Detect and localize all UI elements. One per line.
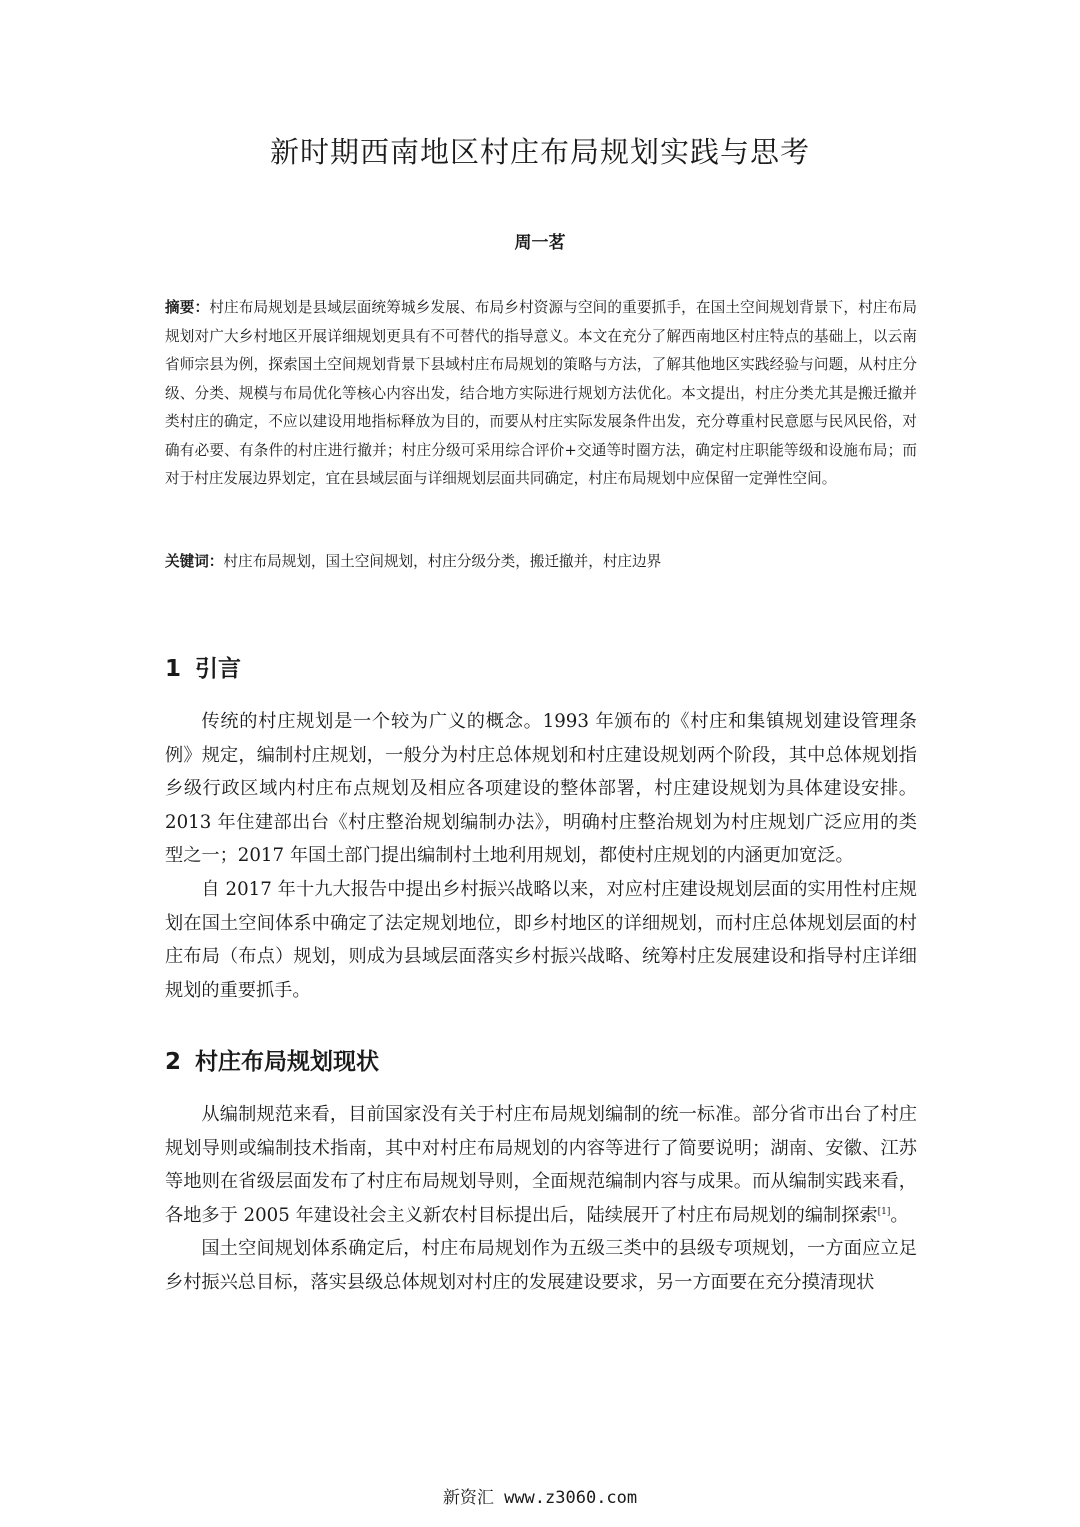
watermark-footer: 新资汇 www.z3060.com bbox=[442, 1488, 638, 1508]
section-title: 村庄布局规划现状 bbox=[195, 1049, 380, 1075]
abstract bbox=[165, 294, 917, 494]
abstract-text: 村庄布局规划是县域层面统筹城乡发展、布局乡村资源与空间的重要抓手，在国土空间规划背景下，村庄布局规划对广大乡村地区开展详细规划更具有不可替代的指导意义。本文在充分了解西南地区村庄特点的基础上，以云南省师宗县为例，探索国土空间规划背景下县域村庄布局规划的策略与方法，了解其他地区实践经验与问题，从村庄分级、分类、规模与布局优化等核心内容出发，结合地方实际进行规划方法优化。本文提出，村庄分类尤其是搬迁撤并类村庄的确定，不应以建设用地指标释放为目的，而要从村庄实际发展条件出发，充分尊重村民意愿与民风民俗，对确有必要、有条件的村庄进行撤并；村庄分级可采用综合评价+交通等时圈方法，确定村庄职能等级和设施布局；而对于村庄发展边界划定，宜在县域层面与详细规划层面共同确定，村庄布局规划中应保留一定弹性空间。 bbox=[165, 299, 917, 487]
paper-title: 新时期西南地区村庄布局规划实践与思考 bbox=[269, 135, 810, 169]
section-number: 1 bbox=[165, 656, 182, 682]
section-number: 2 bbox=[165, 1049, 182, 1075]
keywords-text: 村庄布局规划，国土空间规划，村庄分级分类，搬迁撤并，村庄边界 bbox=[223, 553, 662, 570]
paper-author: 周一茗 bbox=[514, 233, 566, 253]
paragraph-text: 从编制规范来看，目前国家没有关于村庄布局规划编制的统一标准。部分省市出台了村庄规划导则或编制技术指南，其中对村庄布局规划的内容等进行了简要说明；湖南、安徽、江苏等地则在省级层面发布了村庄布局规划导则，全面规范编制内容与成果。而从编制实践来看，各地多于 2005 年建设社会主义新农村目标提出后，陆续展开了村庄布局规划的编制探索 bbox=[165, 1104, 917, 1226]
section-heading-status bbox=[165, 1046, 379, 1078]
section-heading-introduction bbox=[165, 653, 241, 685]
paragraph: 自 2017 年十九大报告中提出乡村振兴战略以来，对应村庄建设规划层面的实用性村庄规划在国土空间体系中确定了法定规划地位，即乡村地区的详细规划，而村庄总体规划层面的村庄布局（布点）规划，则成为县域层面落实乡村振兴战略、统筹村庄发展建设和指导村庄详细规划的重要抓手。 bbox=[165, 878, 917, 1001]
citation-ref[interactable]: [1] bbox=[877, 1206, 891, 1217]
paragraph-end: 。 bbox=[890, 1204, 909, 1226]
section-title: 引言 bbox=[195, 656, 242, 682]
keywords-label: 关键词： bbox=[165, 553, 224, 570]
paragraph: 传统的村庄规划是一个较为广义的概念。1993 年颁布的《村庄和集镇规划建设管理条例》规定，编制村庄规划，一般分为村庄总体规划和村庄建设规划两个阶段，其中总体规划指乡级行政区域内村庄布点规划及相应各项建设的整体部署，村庄建设规划为具体建设安排。2013 年住建部出台《村庄整治规划编制办法》，明确村庄整治规划为村庄规划广泛应用的类型之一；2017 年国土部门提出编制村土地利用规划，都使村庄规划的内涵更加宽泛。 bbox=[165, 711, 917, 867]
paragraph: 国土空间规划体系确定后，村庄布局规划作为五级三类中的县级专项规划，一方面应立足乡村振兴总目标，落实县级总体规划对村庄的发展建设要求，另一方面要在充分摸清现状 bbox=[165, 1238, 917, 1293]
paragraph bbox=[165, 1098, 917, 1232]
section-body-status bbox=[165, 1098, 917, 1300]
section-body-introduction bbox=[165, 705, 917, 1007]
abstract-label: 摘要： bbox=[165, 299, 210, 316]
keywords bbox=[165, 548, 917, 576]
